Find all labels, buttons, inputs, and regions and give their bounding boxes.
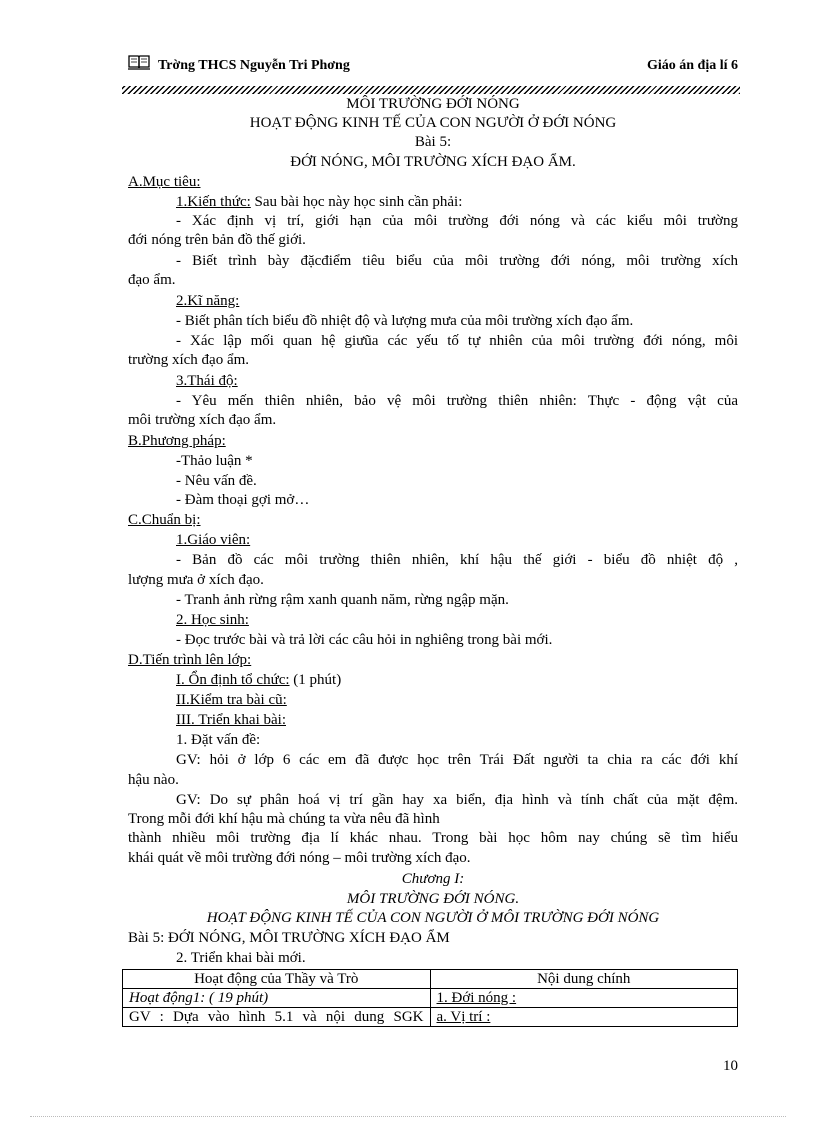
table-header-cell: Nội dung chính [430, 970, 738, 989]
lesson-table [122, 969, 738, 1027]
page-number: 10 [723, 1058, 738, 1074]
paragraph-line: thành nhiều môi trường địa lí khác nhau. Trong bài học hôm nay chúng sẽ tìm hiểu [128, 830, 738, 846]
school-name: Trờng THCS Nguyễn Tri Phơng [158, 58, 350, 73]
table-row [123, 1008, 738, 1027]
paragraph-line: 2. Triển khai bài mới. [176, 950, 306, 966]
attitude-label: 3.Thái độ: [176, 373, 238, 389]
table-cell: 1. Đới nóng : [430, 989, 738, 1008]
paragraph-line: - Đọc trước bài và trả lời các câu hỏi in nghiêng trong bài mới. [176, 632, 553, 648]
section-b-heading: B.Phương pháp: [128, 433, 226, 449]
chapter-heading: HOẠT ĐỘNG KINH TẾ CỦA CON NGƯỜI Ở MÔI TRƯỜNG ĐỚI NÓNG [206, 910, 660, 926]
paragraph-line: Trong mỗi đới khí hậu mà chúng ta vừa nêu đã hình [128, 811, 440, 827]
student-label: 2. Học sinh: [176, 612, 249, 628]
paragraph-line: lượng mưa ở xích đạo. [128, 572, 264, 588]
section-a-heading: A.Mục tiêu: [128, 174, 201, 190]
paragraph-line: - Bản đồ các môi trường thiên nhiên, khí hậu thế giới - biểu đồ nhiệt độ , [176, 552, 738, 568]
page-header [128, 56, 738, 78]
table-row [123, 989, 738, 1008]
title-line-3: Bài 5: [414, 134, 452, 150]
paragraph-line: đạo ẩm. [128, 272, 176, 288]
paragraph-line: trường xích đạo ẩm. [128, 352, 250, 368]
table-header-row [123, 970, 738, 989]
chapter-title: Chương I: [401, 871, 465, 887]
paragraph-line: đới nóng trên bản đồ thế giới. [128, 232, 306, 248]
paragraph-line: - Tranh ảnh rừng rậm xanh quanh năm, rừng ngập mặn. [176, 592, 509, 608]
teacher-label: 1.Giáo viên: [176, 532, 251, 548]
paragraph-line: môi trường xích đạo ẩm. [128, 412, 277, 428]
paragraph-line: - Xác định vị trí, giới hạn của môi trường đới nóng và các kiểu môi trường [176, 213, 738, 229]
step-3-line: III. Triển khai bài: [176, 712, 286, 728]
table-header-cell: Hoạt động của Thầy và Trò [123, 970, 431, 989]
chapter-subtitle: MÔI TRƯỜNG ĐỚI NÓNG. [346, 891, 520, 907]
paragraph-line: khái quát về môi trường đới nóng – môi trường xích đạo. [128, 850, 471, 866]
open-book-icon [128, 54, 150, 70]
paragraph-line: hậu nào. [128, 772, 179, 788]
table-cell: GV : Dựa vào hình 5.1 và nội dung SGK [123, 1008, 431, 1027]
title-line-1: MÔI TRƯỜNG ĐỚI NÓNG [346, 96, 520, 112]
step-1-line: I. Ổn định tổ chức: (1 phút) [176, 672, 342, 688]
skills-label: 2.Kĩ năng: [176, 293, 240, 309]
paragraph-line: - Biết phân tích biểu đồ nhiệt độ và lượng mưa của môi trường xích đạo ẩm. [176, 313, 634, 329]
table-cell: a. Vị trí : [430, 1008, 738, 1027]
knowledge-line: 1.Kiến thức: Sau bài học này học sinh cần phải: [176, 194, 463, 210]
method-item: - Nêu vấn đề. [176, 473, 257, 489]
paragraph-line: - Yêu mến thiên nhiên, bảo vệ môi trường thiên nhiên: Thực - động vật của [176, 393, 738, 409]
paragraph-line: 1. Đặt vấn đề: [176, 732, 261, 748]
table-cell: Hoạt động1: ( 19 phút) [123, 989, 431, 1008]
header-separator [122, 86, 740, 94]
section-d-heading: D.Tiến trình lên lớp: [128, 652, 252, 668]
lesson-heading: Bài 5: ĐỚI NÓNG, MÔI TRƯỜNG XÍCH ĐẠO ẨM [128, 930, 450, 946]
paragraph-line: GV: hỏi ở lớp 6 các em đã được học trên Trái Đất người ta chia ra các đới khí [176, 752, 738, 768]
title-line-4: ĐỚI NÓNG, MÔI TRƯỜNG XÍCH ĐẠO ẨM. [290, 154, 576, 170]
step-2-line: II.Kiểm tra bài cũ: [176, 692, 287, 708]
method-item: - Đàm thoại gợi mở… [176, 492, 310, 508]
title-line-2: HOẠT ĐỘNG KINH TẾ CỦA CON NGƯỜI Ở ĐỚI NÓNG [249, 115, 617, 131]
section-c-heading: C.Chuẩn bị: [128, 512, 201, 528]
paragraph-line: - Biết trình bày đặcđiểm tiêu biểu của môi trường đới nóng, môi trường xích [176, 253, 738, 269]
subject-title: Giáo án địa lí 6 [646, 58, 738, 73]
page-footer-line [30, 1116, 786, 1117]
paragraph-line: - Xác lập mối quan hệ giưũa các yếu tố tự nhiên của môi trường đới nóng, môi [176, 333, 738, 349]
knowledge-label: 1.Kiến thức: [176, 194, 251, 210]
method-item: -Thảo luận * [176, 453, 253, 469]
paragraph-line: GV: Do sự phân hoá vị trí gần hay xa biển, địa hình và tính chất của mặt đệm. [176, 792, 738, 808]
